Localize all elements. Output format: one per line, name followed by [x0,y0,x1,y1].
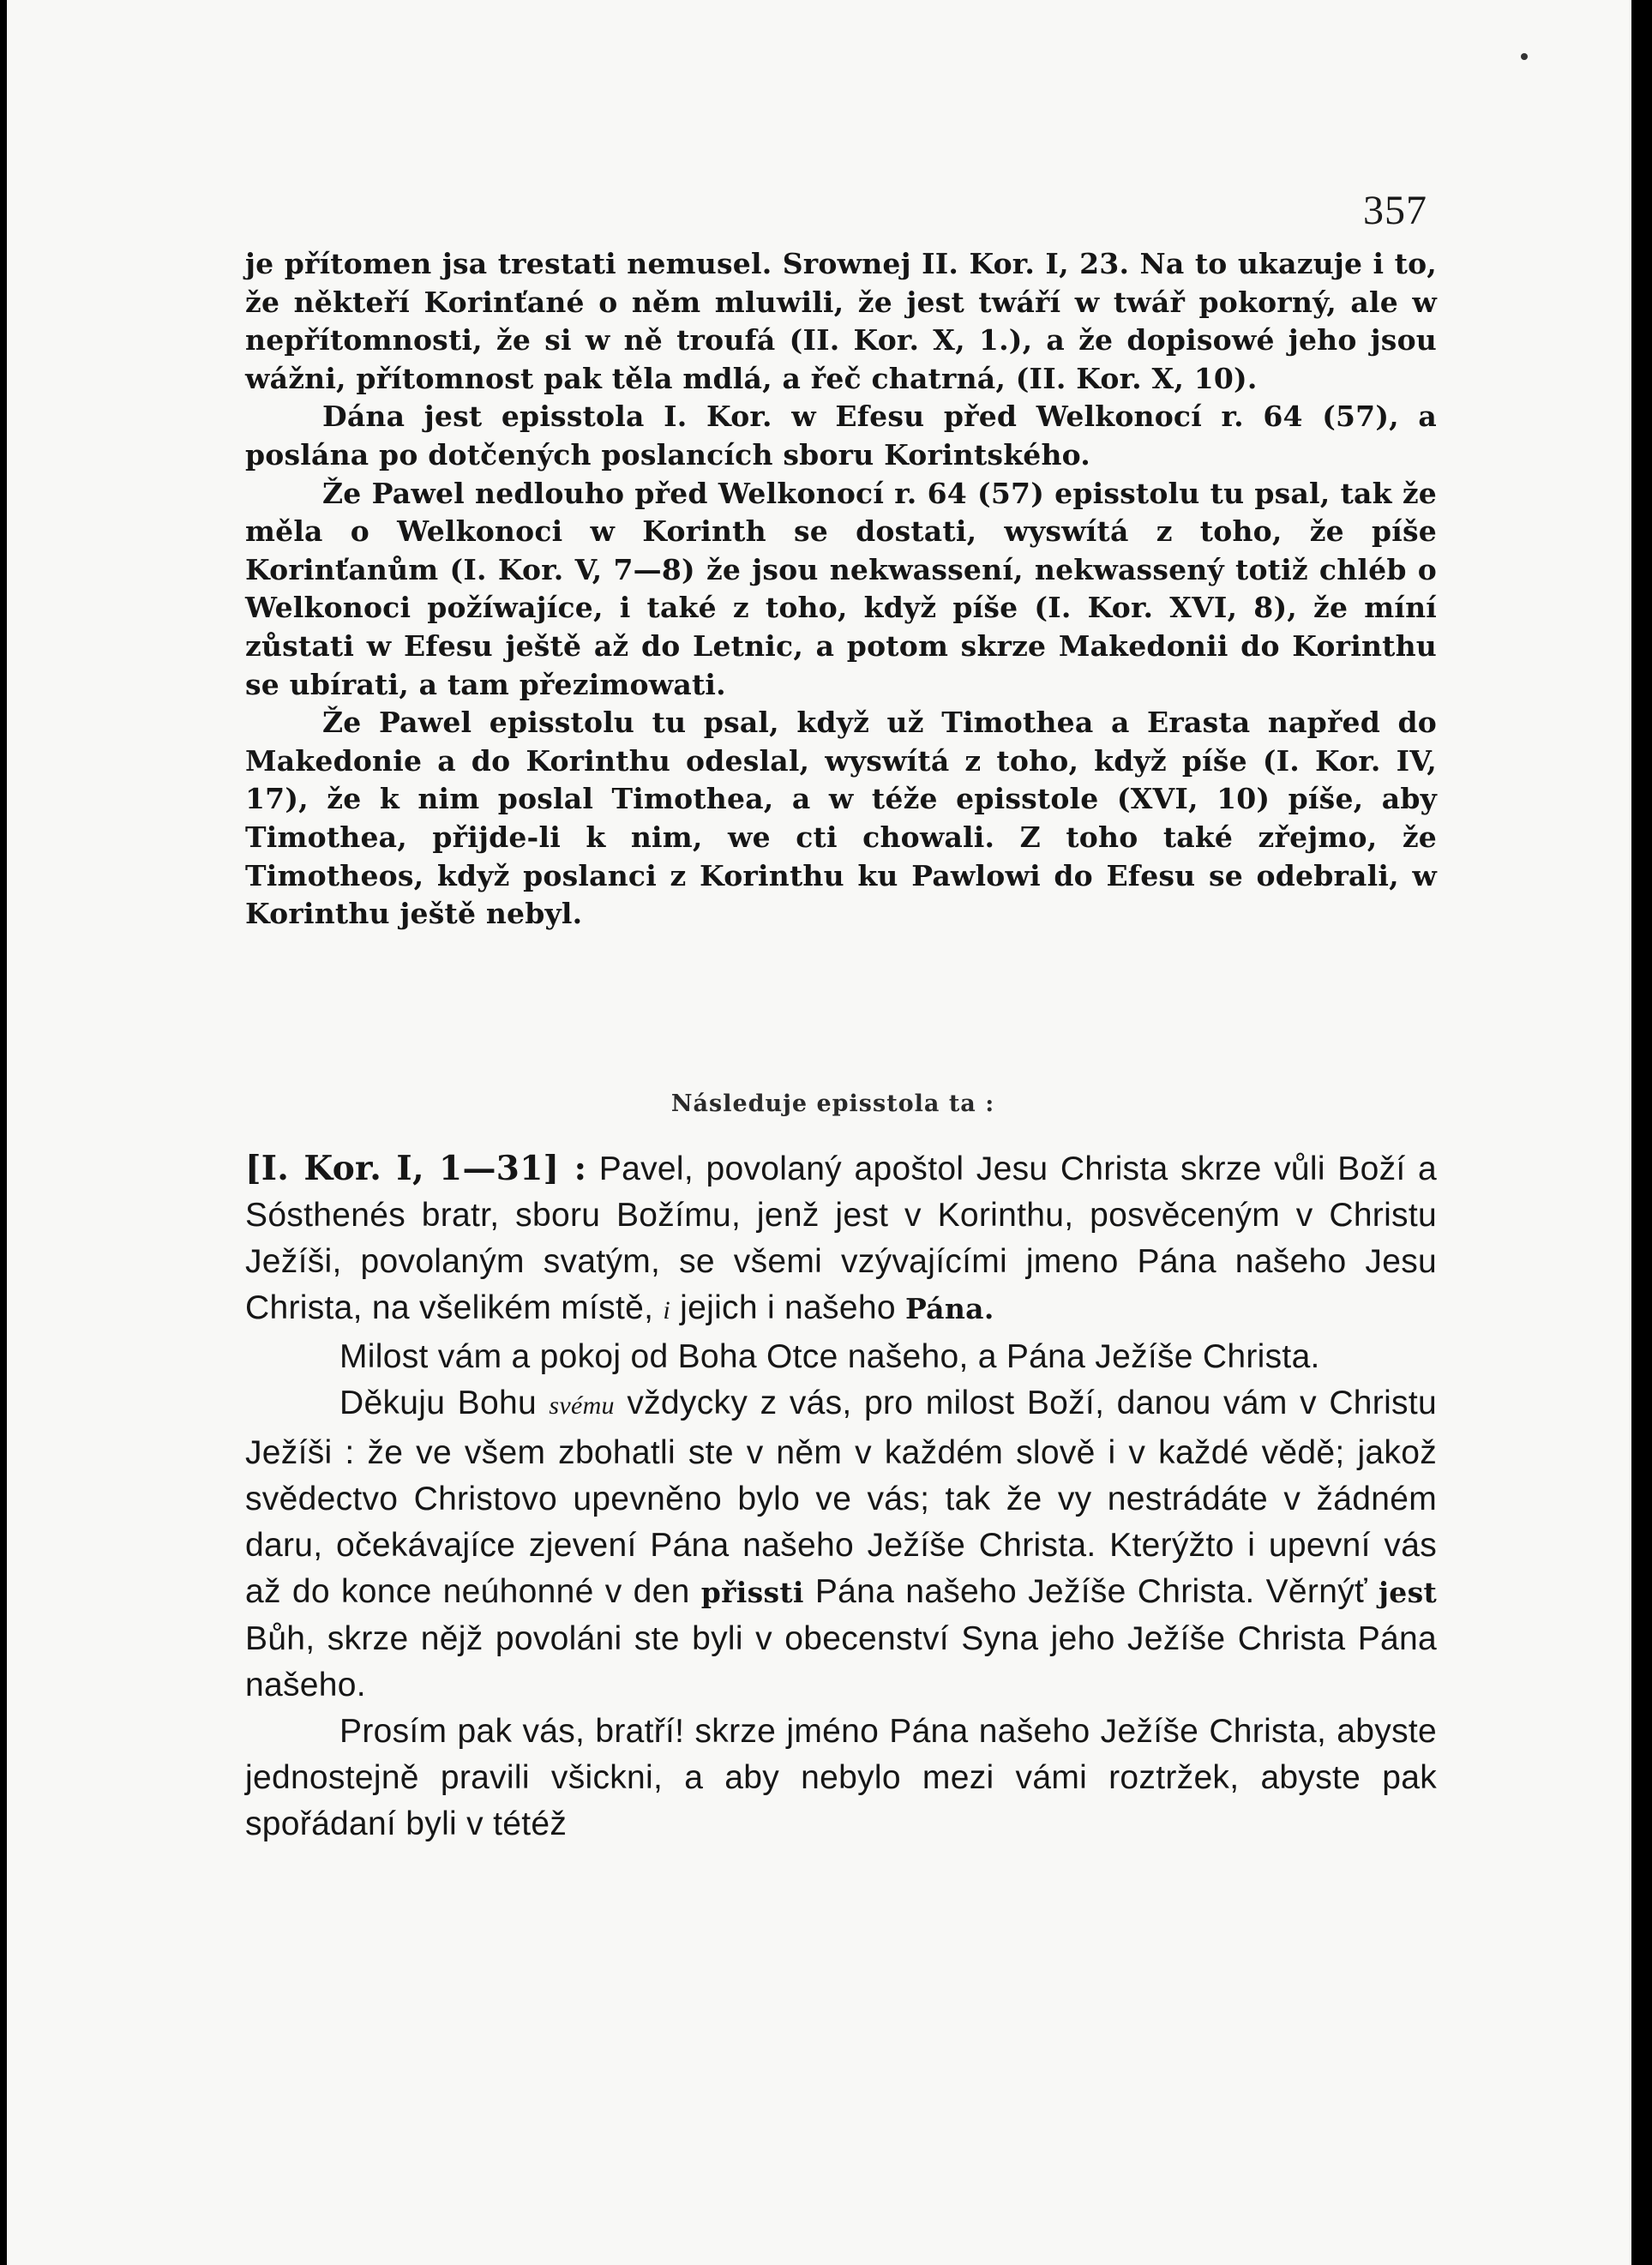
intro-paragraph: Že Pawel nedlouho před Welkonocí r. 64 (57) episstolu tu psal, tak že měla o Welkonoci w Korinth se dostati, wyswítá z toho, že píše Korinťanům (I. Kor. V, 7—8) že jsou nekwassení, nekwassený totiž chléb o Welkonoci požíwajíce, i také z toho, když píše (I. Kor. XVI, 8), že míní zůstati w Efesu ještě až do Letnic, a potom skrze Makedonii do Korinthu se ubírati, a tam přezimowati. [245,476,1437,701]
page-number: 357 [1363,188,1427,233]
text-run: vždycky z vás, pro milost Boží, danou vám v Christu Ježíši : že ve všem zbohatli ste v něm v každém slově i v každé vědě; jakož svědectvo Christovo upevněno bylo ve vás; tak že vy nestrádáte v žádném daru, očekávajíce zjevení Pána našeho Ježíše Christa. Kterýžto i upevní vás až do konce neúhonné v den [245,1385,1437,1610]
verse-reference: [I. Kor. I, 1—31] : [245,1149,587,1188]
italic-word: i [663,1296,671,1325]
book-page [7,0,1631,2265]
epistle-text [245,1145,1437,1847]
blackletter-word: přissti [700,1575,804,1609]
text-run: Bůh, skrze nějž povoláni ste byli v obecenství Syna jeho Ježíše Christa Pána našeho. [245,1619,1437,1704]
text-run: jejich i našeho [670,1289,905,1327]
blackletter-word: Pána. [904,1292,994,1326]
text-run: Pána našeho Ježíše Christa. Věrnýť [803,1572,1379,1610]
text-run: Děkuju Bohu [339,1385,550,1422]
epistle-paragraph [245,1145,1437,1334]
section-heading: Následuje episstola ta : [670,1090,995,1117]
epistle-paragraph [245,1380,1437,1709]
intro-paragraph: Že Pawel episstolu tu psal, když už Timothea a Erasta napřed do Makedonie a do Korinthu odeslal, wyswítá z toho, když píše (I. Kor. IV, 17), že k nim poslal Timothea, a w téže episstole (XVI, 10) píše, aby Timothea, přijde-li k nim, we cti chowali. Z toho také zřejmo, že Timotheos, když poslanci z Korinthu ku Pawlowi do Efesu se odebrali, w Korinthu ještě nebyl. [245,706,1437,931]
intro-text [245,245,1437,934]
scan-speck [1521,53,1528,60]
epistle-paragraph: Prosím pak vás, bratří! skrze jméno Pána našeho Ježíše Christa, abyste jednostejně pravili všickni, a aby nebylo mezi vámi roztržek, abyste pak spořádaní byli v tétéž [245,1713,1437,1843]
text-run: Pavel, povolaný apoštol Jesu Christa skrze vůli Boží a Sósthenés bratr, sboru Božímu, jenž jest v Korinthu, posvěceným v Christu Ježíši, povolaným svatým, se všemi vzývajícími jmeno Pána našeho Jesu Christa, na všelikém místě, [245,1151,1437,1327]
epistle-paragraph: Milost vám a pokoj od Boha Otce našeho, a Pána Ježíše Christa. [339,1338,1320,1376]
blackletter-word: jest [1379,1575,1438,1609]
italic-word: svému [549,1391,615,1421]
intro-paragraph: je přítomen jsa trestati nemusel. Srownej II. Kor. I, 23. Na to ukazuje i to, že někteří Korinťané o něm mluwili, že jest twáří w twář pokorný, ale w nepřítomnosti, že si w ně troufá (II. Kor. X, 1.), a že dopisowé jeho jsou wážni, přítomnost pak těla mdlá, a řeč chatrná, (II. Kor. X, 10). [245,247,1437,395]
intro-paragraph: Dána jest episstola I. Kor. w Efesu před Welkonocí r. 64 (57), a poslána po dotčených poslancích sboru Korintského. [245,400,1437,472]
